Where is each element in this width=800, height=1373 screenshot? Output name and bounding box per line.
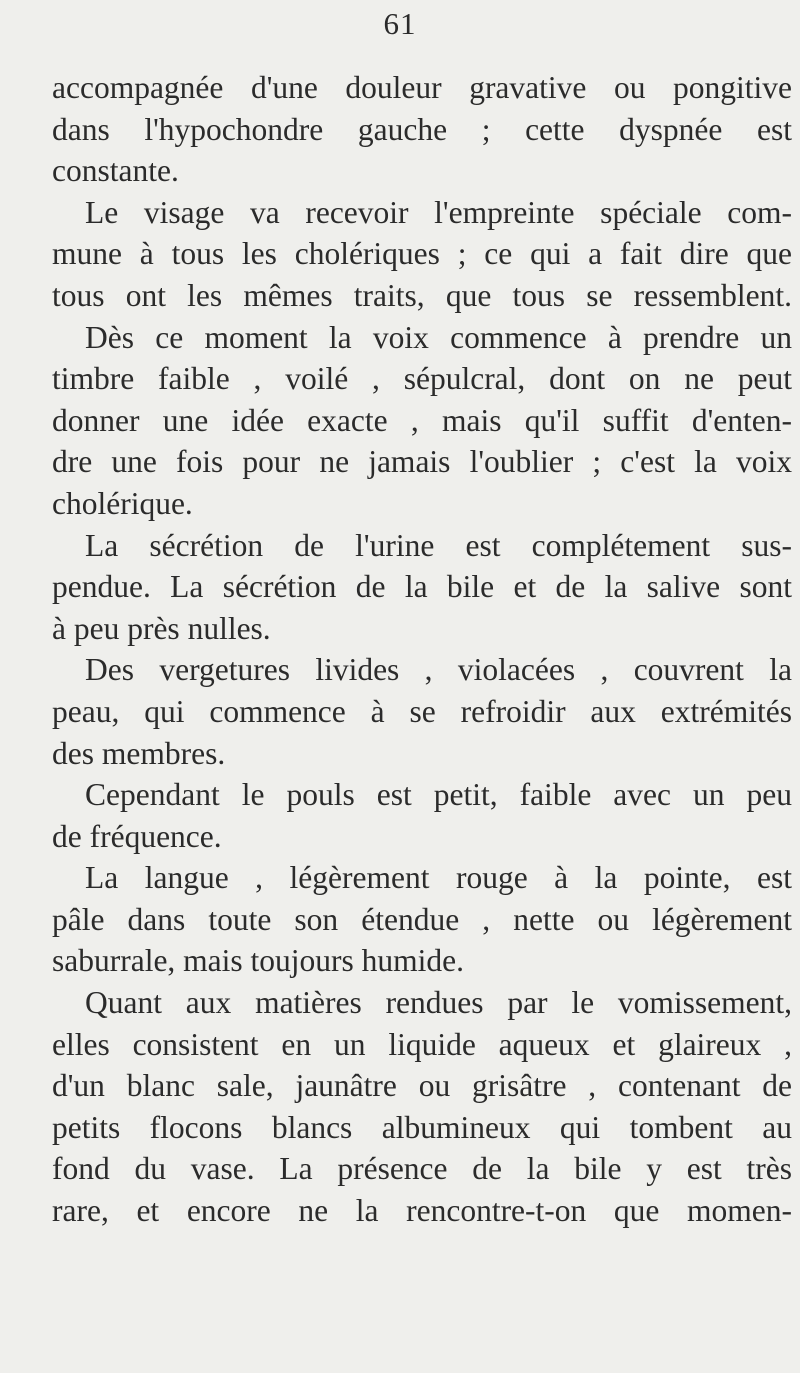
text-line: accompagnée d'une douleur gravative ou pongitive	[52, 70, 792, 105]
text-line: Des vergetures livides , violacées , couvrent la	[85, 652, 792, 688]
text-line: mune à tous les cholériques ; ce qui a fait dire que	[52, 236, 792, 272]
text-line: Le visage va recevoir l'empreinte spéciale com-	[85, 194, 792, 230]
text-line: dans l'hypochondre gauche ; cette dyspnée est	[52, 111, 792, 147]
text-line: Quant aux matières rendues par le vomissement,	[85, 985, 792, 1021]
body-text	[52, 67, 792, 1232]
text-line: à peu près nulles.	[52, 610, 271, 646]
text-line: petits flocons blancs albumineux qui tombent au	[52, 1109, 792, 1145]
text-line: La langue , légèrement rouge à la pointe, est	[85, 860, 792, 896]
text-line: cholérique.	[52, 485, 193, 521]
text-line: Cependant le pouls est petit, faible avec un peu	[85, 777, 792, 813]
text-line: timbre faible , voilé , sépulcral, dont on ne peut	[52, 361, 792, 397]
text-line: d'un blanc sale, jaunâtre ou grisâtre , contenant de	[52, 1068, 792, 1104]
text-line: donner une idée exacte , mais qu'il suffit d'enten-	[52, 402, 792, 438]
text-line: fond du vase. La présence de la bile y est très	[52, 1151, 792, 1187]
text-line: pendue. La sécrétion de la bile et de la salive sont	[52, 569, 792, 605]
text-line: Dès ce moment la voix commence à prendre un	[85, 319, 792, 355]
text-line: pâle dans toute son étendue , nette ou légèrement	[52, 901, 792, 937]
text-line: La sécrétion de l'urine est complétement sus-	[85, 527, 792, 563]
text-line: peau, qui commence à se refroidir aux extrémités	[52, 693, 792, 729]
text-line: elles consistent en un liquide aqueux et glaireux ,	[52, 1026, 792, 1062]
text-line: des membres.	[52, 735, 226, 771]
text-line: constante.	[52, 153, 179, 189]
page-number: 61	[383, 6, 417, 41]
text-line: dre une fois pour ne jamais l'oublier ; c'est la voix	[52, 444, 792, 480]
text-line: tous ont les mêmes traits, que tous se ressemblent.	[52, 277, 792, 313]
text-line: saburrale, mais toujours humide.	[52, 943, 465, 979]
text-line: rare, et encore ne la rencontre-t-on que momen-	[52, 1193, 792, 1229]
text-line: de fréquence.	[52, 818, 222, 854]
